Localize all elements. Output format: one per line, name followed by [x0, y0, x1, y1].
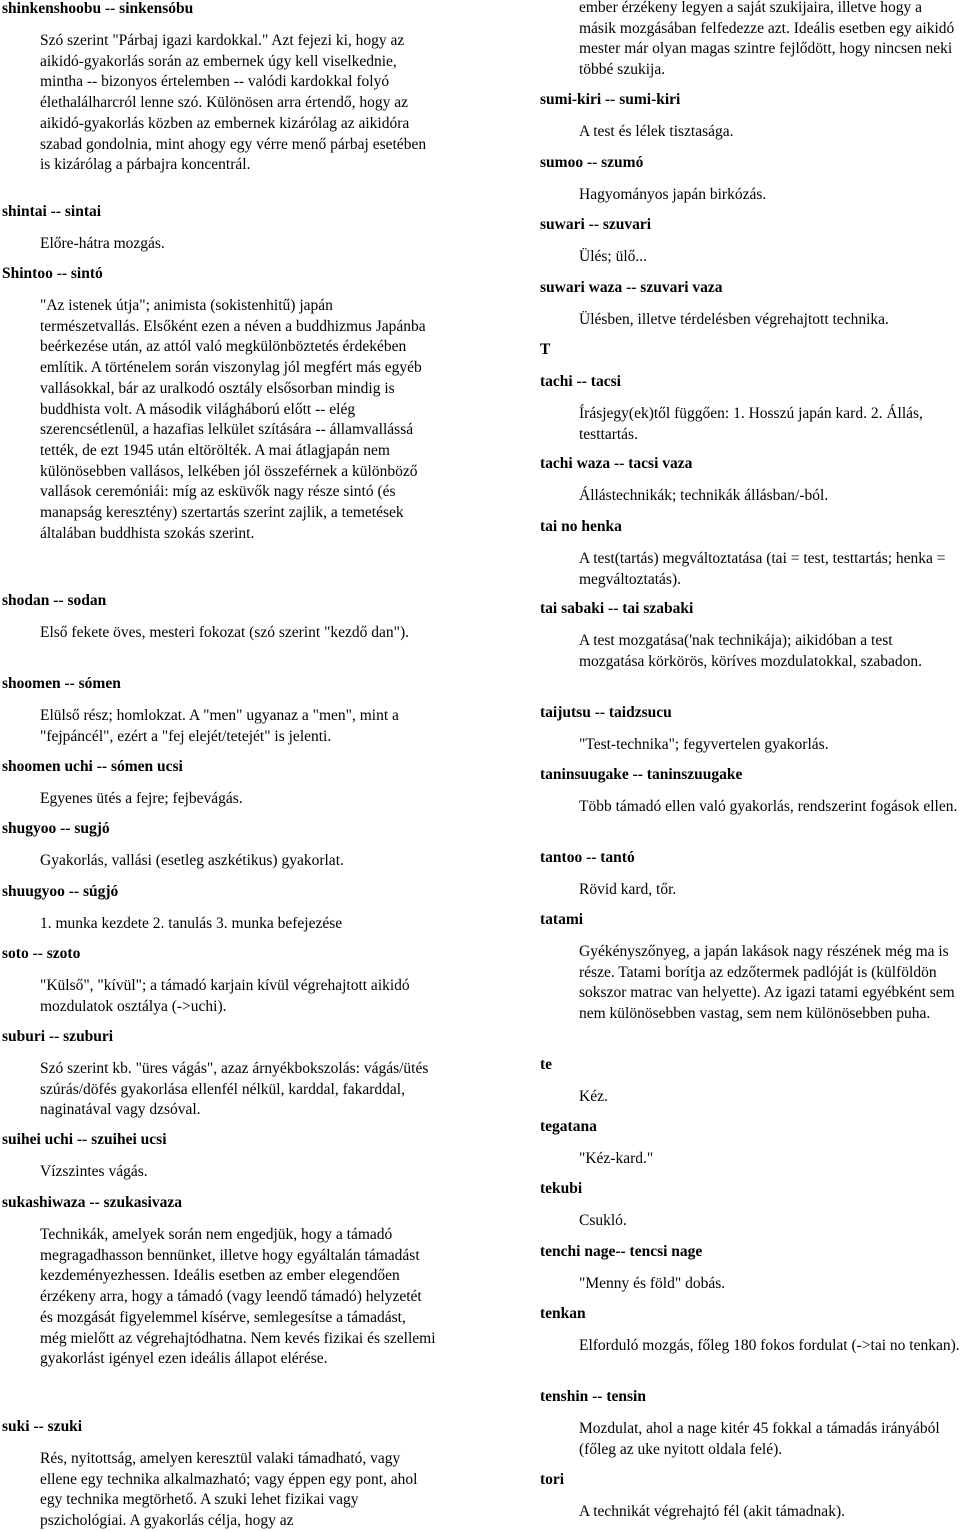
glossary-definition: A technikát végrehajtó fél (akit támadnak). [579, 1503, 845, 1520]
glossary-term: tori [540, 1471, 565, 1488]
glossary-definition: Csukló. [579, 1212, 627, 1229]
glossary-definition: Állástechnikák; technikák állásban/-ból. [579, 487, 829, 504]
glossary-definition: Technikák, amelyek során nem engedjük, hogy a támadó megragadhasson bennünket, illetve hogy egyáltalán támadást kezdeményezhessen. Ideális esetben az ember elegendően érzékeny arra, hogy a támadó (vagy leendő támadó) helyzetét és mozgását figyelemmel kísérve, semlegesítse a támadást, még mielőtt az végrehajtódhatna. Nem kevés fizikai és szellemi gyakorlást igényel ezen ideális állapot elérése. [40, 1226, 436, 1368]
glossary-definition: Szó szerint "Párbaj igazi kardokkal." Azt fejezi ki, hogy az aikidó-gyakorlás során az embernek úgy kell viselkednie, mintha -- bizonyos értelemben -- valódi kardokkal folyó élethalálharcról lenne szó. Különösen arra értendő, hogy az aikidó-gyakorlás közben az embernek kizárólag az aikidóra szabad gondolnia, mint ahogy egy vérre menő párbaj esetében is kizárólag a párbajra koncentrál. [40, 32, 427, 174]
glossary-term: taninsuugake -- taninszuugake [540, 766, 743, 783]
glossary-definition: "Menny és föld" dobás. [579, 1275, 726, 1292]
glossary-term: tekubi [540, 1180, 583, 1197]
glossary-term: Shintoo -- sintó [2, 265, 103, 282]
glossary-definition: Ülés; ülő... [579, 248, 648, 265]
glossary-term: tenchi nage-- tencsi nage [540, 1243, 703, 1260]
glossary-term: shuugyoo -- súgjó [2, 883, 119, 900]
glossary-definition: "Külső", "kívül"; a támadó karjain kívül végrehajtott aikidó mozdulatok osztálya (->uchi). [40, 977, 410, 1015]
glossary-definition: Rés, nyitottság, amelyen keresztül valaki támadható, vagy ellene egy technika alkalmazható; vagy éppen egy pont, ahol egy technika megtörhető. A szuki lehet fizikai vagy pszichológiai. A gyakorlás célja, hogy az [40, 1450, 418, 1530]
glossary-definition: Szó szerint kb. "üres vágás", azaz árnyékbokszolás: vágás/ütés szúrás/döfés gyakorlása ellenfél nélkül, karddal, fakarddal, naginatával vagy dzsóval. [40, 1060, 429, 1119]
glossary-term: shoomen uchi -- sómen ucsi [2, 758, 183, 775]
section-letter: T [540, 341, 551, 358]
glossary-term: sumoo -- szumó [540, 154, 644, 171]
glossary-term: shoomen -- sómen [2, 675, 121, 692]
glossary-definition: Több támadó ellen való gyakorlás, rendszerint fogások ellen. [579, 798, 958, 815]
glossary-term: suwari waza -- szuvari vaza [540, 279, 723, 296]
glossary-term: sumi-kiri -- sumi-kiri [540, 91, 681, 108]
glossary-term: sukashiwaza -- szukasivaza [2, 1194, 182, 1211]
glossary-definition: 1. munka kezdete 2. tanulás 3. munka befejezése [40, 915, 343, 932]
glossary-term: shinkenshoobu -- sinkensóbu [2, 0, 194, 17]
glossary-term: shodan -- sodan [2, 592, 107, 609]
glossary-definition: Mozdulat, ahol a nage kitér 45 fokkal a támadás irányából (főleg az uke nyitott oldala felé). [579, 1420, 940, 1458]
glossary-definition: Vízszintes vágás. [40, 1163, 148, 1180]
glossary-term: soto -- szoto [2, 945, 81, 962]
glossary-definition: Rövid kard, tőr. [579, 881, 677, 898]
glossary-definition: "Test-technika"; fegyvertelen gyakorlás. [579, 736, 829, 753]
glossary-definition: Kéz. [579, 1088, 608, 1105]
glossary-term: tegatana [540, 1118, 597, 1135]
glossary-term: te [540, 1056, 553, 1073]
glossary-definition: "Kéz-kard." [579, 1150, 654, 1167]
glossary-term: tai no henka [540, 518, 622, 535]
glossary-term: tenshin -- tensin [540, 1388, 646, 1405]
glossary-term: tai sabaki -- tai szabaki [540, 600, 694, 617]
glossary-definition: Hagyományos japán birkózás. [579, 186, 767, 203]
glossary-term: taijutsu -- taidzsucu [540, 704, 672, 721]
glossary-term: tachi waza -- tacsi vaza [540, 455, 693, 472]
glossary-definition: Elforduló mozgás, főleg 180 fokos fordulat (->tai no tenkan). [579, 1337, 960, 1354]
glossary-definition: A test(tartás) megváltoztatása (tai = test, testtartás; henka = megváltoztatás). [579, 550, 946, 588]
glossary-term: tenkan [540, 1305, 586, 1322]
glossary-term: suihei uchi -- szuihei ucsi [2, 1131, 167, 1148]
glossary-definition: Gyakorlás, vallási (esetleg aszkétikus) gyakorlat. [40, 852, 344, 869]
glossary-definition: Előre-hátra mozgás. [40, 235, 165, 252]
glossary-term: shintai -- sintai [2, 203, 102, 220]
glossary-definition-continued: ember érzékeny legyen a saját szukijaira, illetve hogy a másik mozgásában felfedezze azt. Ideális esetben egy aikidó mester már olyan magas szintre fejlődött, hogy nincsen neki többé szukija. [579, 0, 955, 79]
glossary-term: tantoo -- tantó [540, 849, 635, 866]
glossary-definition: "Az istenek útja"; animista (sokistenhitű) japán természetvallás. Elsőként ezen a néven a buddhizmus Japánba beérkezése után, az attól való megkülönböztetés érdekében említik. A történelem során viszonylag jól megfért más egyéb vallásokkal, bár az uralkodó osztály elsősorban mindig is buddhista volt. A második világháború előtt -- elég szerencsétlenül, a hazafias lelkület szítására -- államvallássá tették, de ezt 1945 után eltörölték. A mai átlagjapán nem különösebben vallásos, lelkében jól összeférnek a különböző vallások ceremóniái: míg az esküvők nagy része sintó (és manapság keresztény) szertartás szerint zajlik, a temetések általában buddhista szokás szerint. [40, 297, 426, 542]
glossary-term: tatami [540, 911, 584, 928]
glossary-definition: Írásjegy(ek)től függően: 1. Hosszú japán kard. 2. Állás, testtartás. [579, 405, 923, 443]
glossary-definition: A test mozgatása('nak technikája); aikidóban a test mozgatása körkörös, köríves mozdulatokkal, szabadon. [579, 632, 923, 670]
glossary-term: tachi -- tacsi [540, 373, 621, 390]
glossary-term: suwari -- szuvari [540, 216, 652, 233]
glossary-definition: Ülésben, illetve térdelésben végrehajtott technika. [579, 311, 889, 328]
glossary-definition: Első fekete öves, mesteri fokozat (szó szerint "kezdő dan"). [40, 624, 410, 641]
glossary-term: suburi -- szuburi [2, 1028, 114, 1045]
glossary-definition: Egyenes ütés a fejre; fejbevágás. [40, 790, 243, 807]
glossary-definition: Elülső rész; homlokzat. A "men" ugyanaz a "men", mint a "fejpáncél", ezért a "fej elejét/tetejét" is jelenti. [40, 707, 399, 745]
glossary-term: shugyoo -- sugjó [2, 820, 110, 837]
glossary-definition: Gyékényszőnyeg, a japán lakások nagy részének még ma is része. Tatami borítja az edzőtermek padlóját is (külföldön sokszor matrac van helyette). Az igazi tatami egyébként sem nem különösebben vastag, sem nem különösebben puha. [579, 943, 955, 1023]
glossary-definition: A test és lélek tisztasága. [579, 123, 734, 140]
glossary-term: suki -- szuki [2, 1418, 83, 1435]
